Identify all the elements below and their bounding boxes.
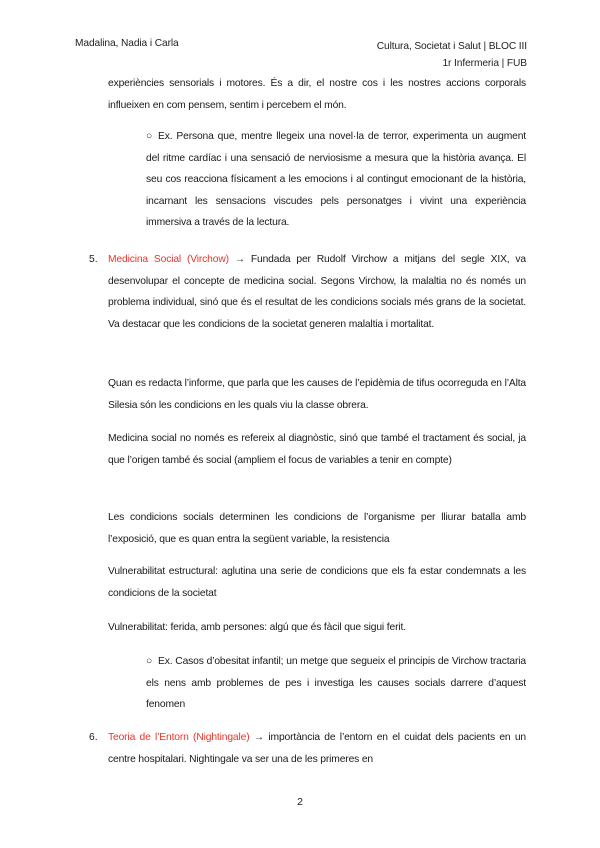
page-number: 2	[297, 796, 303, 808]
intro-paragraph: experiències sensorials i motores. És a dir, el nostre cos i les nostres accions corporals influeixen en com pensem, sentim i percebem el món.	[108, 78, 526, 111]
header-program: 1r Infermeria | FUB	[442, 58, 527, 69]
example-1	[146, 126, 526, 234]
item-6-number: 6.	[89, 732, 98, 743]
arrow-icon: →	[253, 732, 265, 743]
paragraph-vulnerability: Vulnerabilitat: ferida, amb persones: algú que és fàcil que sigui ferit.	[108, 622, 406, 633]
example-1-text: Ex. Persona que, mentre llegeix una novel·la de terror, experimenta un augment del ritme cardíac i una sensació de nerviosisme a mesura que la història avança. El seu cos reacciona físicament a les emocions i al contingut emocionant de la història, incarnant les sensacions viscudes pels personatges i vivint una experiència immersiva a través de la lectura.	[146, 131, 526, 228]
item-6-paragraph	[108, 727, 526, 770]
item-6-title: Teoria de l’Entorn (Nightingale)	[108, 732, 250, 743]
header-course-info	[377, 38, 527, 72]
item-5-title: Medicina Social (Virchow)	[108, 254, 229, 265]
item-6-text: importància de l’entorn en el cuidat dels pacients en un centre hospitalari. Nightingale va ser una de les primeres en	[108, 732, 527, 765]
item-5-text: Fundada per Rudolf Virchow a mitjans del segle XIX, va desenvolupar el concepte de medicina social. Segons Virchow, la malaltia no és només un problema individual, sinó que és el resultat de les condicions socials més grans de la societat. Va destacar que les condicions de la societat generen malaltia i mortalitat.	[108, 254, 526, 330]
item-5-number: 5.	[89, 254, 98, 265]
example-2	[146, 651, 526, 716]
circle-bullet-icon: ○	[146, 131, 153, 142]
header-authors: Madalina, Nadia i Carla	[75, 38, 179, 49]
paragraph-structural-vulnerability: Vulnerabilitat estructural: aglutina una serie de condicions que els fa estar condemnats a les condicions de la societat	[108, 566, 526, 599]
arrow-icon: →	[234, 254, 245, 265]
circle-bullet-icon: ○	[146, 656, 153, 667]
paragraph-social-conditions: Les condicions socials determinen les condicions de l’organisme per lliurar batalla amb l’exposició, que es quan entra la següent variable, la resistencia	[108, 512, 526, 545]
example-2-text: Ex. Casos d’obesitat infantil; un metge que segueix el principis de Virchow tractaria els nens amb problemes de pes i investiga les causes socials darrere d’aquest fenomen	[146, 656, 526, 710]
header-course: Cultura, Societat i Salut | BLOC III	[376, 41, 527, 52]
paragraph-report: Quan es redacta l’informe, que parla que les causes de l’epidèmia de tifus ocorreguda en l’Alta Silesia són les condicions en les quals viu la classe obrera.	[108, 378, 526, 411]
item-5-paragraph	[108, 249, 526, 335]
paragraph-social-medicine: Medicina social no només es refereix al diagnòstic, sinó que també el tractament és social, ja que l’origen també és social (ampliem el focus de variables a tenir en compte)	[108, 433, 526, 466]
